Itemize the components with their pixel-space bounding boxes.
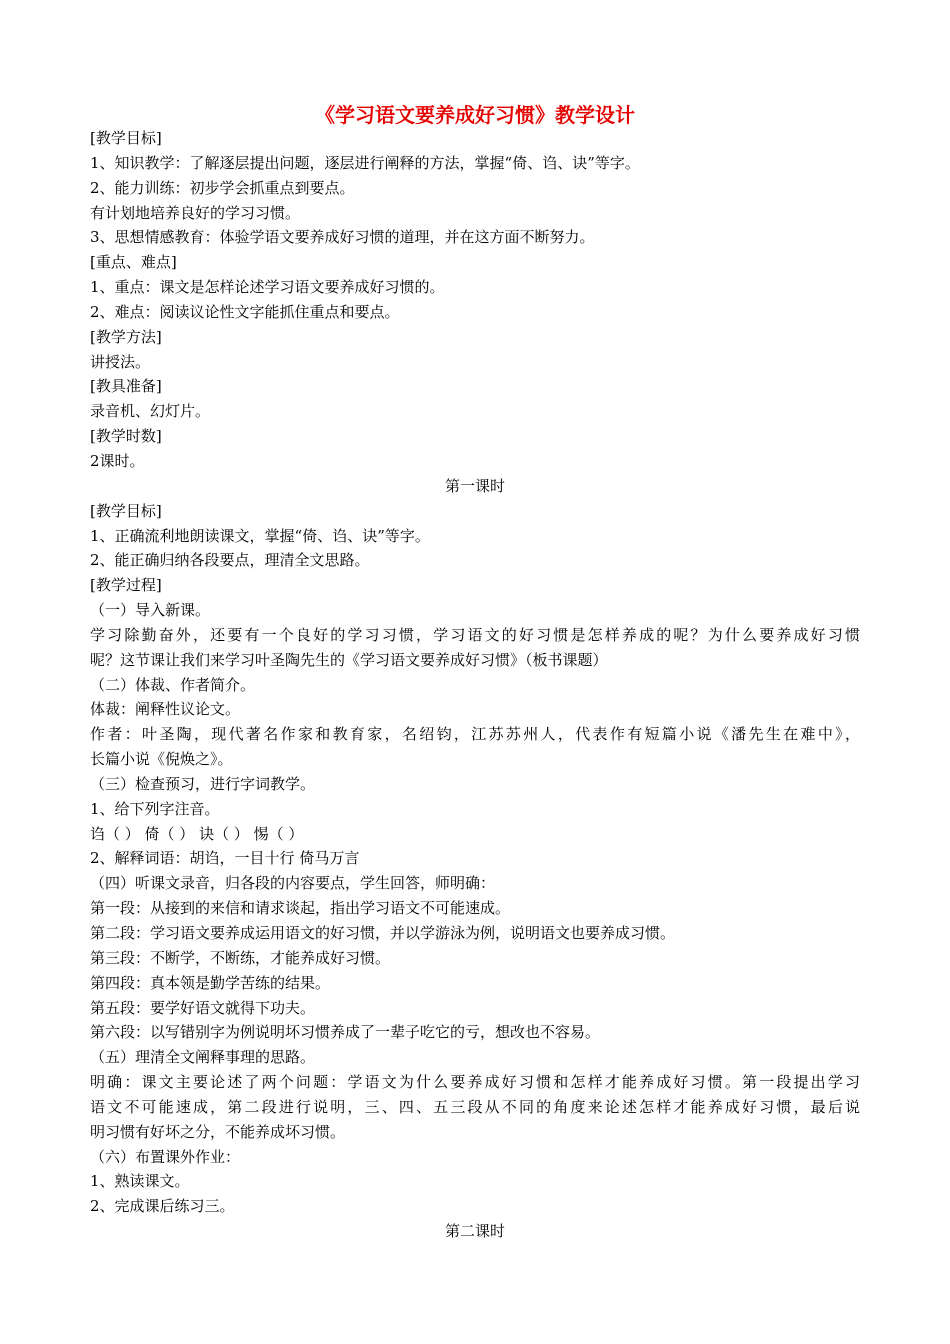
text-line: 有计划地培养良好的学习习惯。 xyxy=(90,203,301,222)
text-line: 1、知识教学：了解逐层提出问题，逐层进行阐释的方法，掌握“倚、诌、诀”等字。 xyxy=(90,153,640,172)
text-line: （五）理清全文阐释事理的思路。 xyxy=(90,1048,316,1067)
text-line: [教学过程] xyxy=(90,576,162,595)
text-line: 第五段：要学好语文就得下功夫。 xyxy=(90,998,316,1017)
text-line: 录音机、幻灯片。 xyxy=(90,402,211,421)
text-line: 2、难点：阅读议论性文字能抓住重点和要点。 xyxy=(90,302,400,321)
text-line: （一）导入新课。 xyxy=(90,601,211,620)
text-line: 明确：课文主要论述了两个问题：学语文为什么要养成好习惯和怎样才能养成好习惯。第一段提出学习 xyxy=(90,1073,860,1092)
text-line: 第二段：学习语文要养成运用语文的好习惯，并以学游泳为例，说明语文也要养成习惯。 xyxy=(90,924,676,942)
text-line: 明习惯有好坏之分，不能养成坏习惯。 xyxy=(90,1122,346,1141)
text-line: 诌（ ） 倚（ ） 诀（ ） 惕（ ） xyxy=(90,824,304,843)
text-line: （二）体裁、作者简介。 xyxy=(90,675,256,694)
text-line: [重点、难点] xyxy=(90,253,177,272)
text-line: 3、思想情感教育：体验学语文要养成好习惯的道理，并在这方面不断努力。 xyxy=(90,228,595,247)
document-body xyxy=(90,126,860,1244)
text-line: [教学目标] xyxy=(90,501,162,520)
text-line: 长篇小说《倪焕之》。 xyxy=(90,750,233,769)
text-line: 学习除勤奋外，还要有一个良好的学习习惯，学习语文的好习惯是怎样养成的呢？为什么要养成好习惯 xyxy=(90,625,860,644)
text-line: 呢？这节课让我们来学习叶圣陶先生的《学习语文要养成好习惯》（板书课题） xyxy=(90,650,608,669)
text-line: 第四段：真本领是勤学苦练的结果。 xyxy=(90,973,331,992)
section-heading: 第一课时 xyxy=(444,476,505,495)
text-line: 语文不可能速成，第二段进行说明，三、四、五三段从不同的角度来论述怎样才能养成好习惯，最后说 xyxy=(90,1097,860,1116)
text-line: （四）听课文录音，归各段的内容要点，学生回答，师明确： xyxy=(90,874,496,893)
text-line: 2、完成课后练习三。 xyxy=(90,1197,235,1216)
text-line: 2、能力训练：初步学会抓重点到要点。 xyxy=(90,178,355,197)
text-line: 讲授法。 xyxy=(90,352,151,371)
text-line: 1、正确流利地朗读课文，掌握“倚、诌、诀”等字。 xyxy=(90,526,430,545)
text-line: 作者：叶圣陶，现代著名作家和教育家，名绍钧，江苏苏州人，代表作有短篇小说《潘先生在难中》， xyxy=(90,725,860,744)
text-line: 第一段：从接到的来信和请求谈起，指出学习语文不可能速成。 xyxy=(90,899,511,918)
text-line: [教学时数] xyxy=(90,427,162,446)
text-line: [教学方法] xyxy=(90,327,162,346)
text-line: 1、重点：课文是怎样论述学习语文要养成好习惯的。 xyxy=(90,278,445,297)
text-line: （三）检查预习，进行字词教学。 xyxy=(90,774,316,793)
text-line: （六）布置课外作业： xyxy=(90,1147,241,1166)
text-line: [教具准备] xyxy=(90,377,162,396)
text-line: [教学目标] xyxy=(90,129,162,147)
text-line: 第三段：不断学，不断练，才能养成好习惯。 xyxy=(90,948,391,967)
text-line: 1、熟读课文。 xyxy=(90,1172,190,1191)
section-heading: 第二课时 xyxy=(444,1222,505,1241)
text-line: 第六段：以写错别字为例说明坏习惯养成了一辈子吃它的亏，想改也不容易。 xyxy=(90,1023,601,1042)
document-title: 《学习语文要养成好习惯》教学设计 xyxy=(315,103,635,127)
text-line: 2、解释词语：胡诌，一目十行 倚马万言 xyxy=(90,849,360,868)
text-line: 2、能正确归纳各段要点，理清全文思路。 xyxy=(90,551,370,570)
text-line: 体裁：阐释性议论文。 xyxy=(90,700,241,719)
text-line: 2课时。 xyxy=(90,451,145,470)
text-line: 1、给下列字注音。 xyxy=(90,799,220,818)
